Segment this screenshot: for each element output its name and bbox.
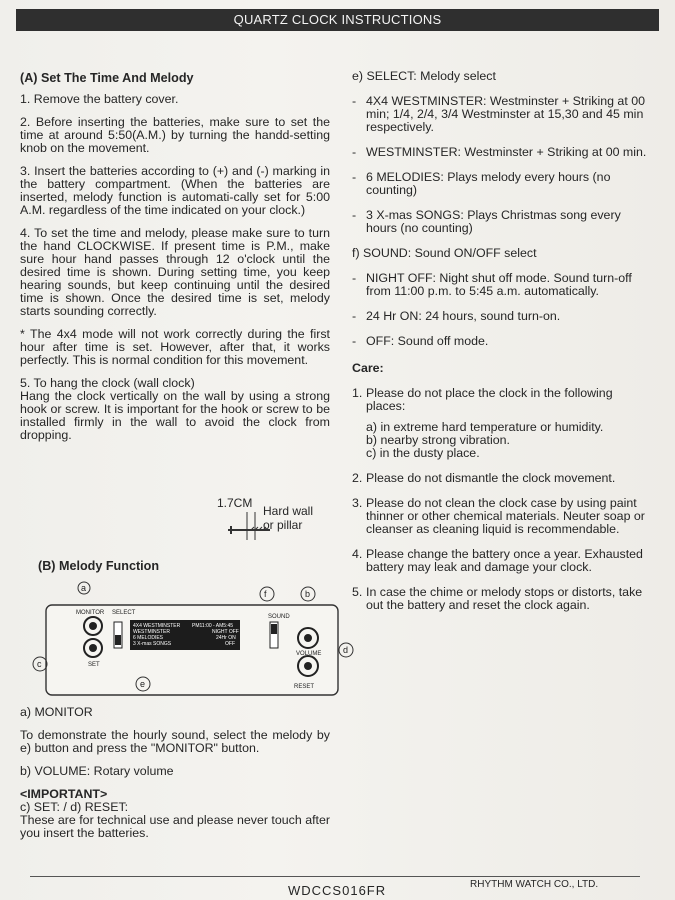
melody-option-4: 3 X-mas SONGS xyxy=(133,641,172,647)
reset-label: RESET xyxy=(294,684,315,690)
callout-f: f xyxy=(264,589,267,599)
important-title: <IMPORTANT> xyxy=(20,787,108,801)
melody-option-1: 4X4 WESTMINSTER xyxy=(133,623,181,629)
wall-label-line-1: Hard wall xyxy=(263,504,314,518)
select-title: e) SELECT: Melody select xyxy=(352,69,496,83)
sound-option-2: NIGHT OFF xyxy=(212,629,239,635)
select-label: SELECT xyxy=(112,610,136,616)
section-a-title: (A) Set The Time And Melody xyxy=(20,71,194,85)
volume-text: b) VOLUME: Rotary volume xyxy=(20,764,174,778)
note: * The 4x4 mode will not work correctly during the first hour after time is set. However, after that, it works perfectly. This is normal condition for this movement. xyxy=(20,327,330,367)
care-sub-a: a) in extreme hard temperature or humidity. xyxy=(366,420,604,434)
left-column xyxy=(20,70,330,442)
important-line: c) SET: / d) RESET: xyxy=(20,800,129,814)
step-2: 2. Before inserting the batteries, make sure to set the time at around 5:50(A.M.) by turning the handd-setting knob on the movement. xyxy=(20,115,330,155)
left-column-lower xyxy=(20,706,330,840)
list-item: - 4X4 WESTMINSTER: Westminster + Striking at 00 min; 1/4, 2/4, 3/4 Westminster at 15,30 and 45 min respectively. xyxy=(352,94,645,134)
company-name: RHYTHM WATCH CO., LTD. xyxy=(470,879,599,890)
list-item: - 6 MELODIES: Plays melody every hours (no counting) xyxy=(352,170,611,197)
care-item-4: 4. Please change the battery once a year. Exhausted battery may leak and damage your clock. xyxy=(352,547,643,574)
right-column xyxy=(352,70,654,612)
callout-b: b xyxy=(305,589,311,599)
sound-option-1: PM11:00 - AM5:45 xyxy=(192,623,234,629)
monitor-label: MONITOR xyxy=(76,610,105,616)
set-label: SET xyxy=(88,662,100,668)
callout-d: d xyxy=(343,645,349,655)
footer-divider xyxy=(30,876,640,877)
callout-c: c xyxy=(37,659,42,669)
step-5-title: 5. To hang the clock (wall clock) xyxy=(20,376,195,390)
list-item: - 3 X-mas SONGS: Plays Christmas song every hours (no counting) xyxy=(352,208,621,235)
page-title: QUARTZ CLOCK INSTRUCTIONS xyxy=(16,9,659,31)
care-item-3: 3. Please do not clean the clock case by using paint thinner or other chemical materials. Neuter soap or cleanser as cleaning liquid is recommendable. xyxy=(352,496,645,536)
care-title: Care: xyxy=(352,361,384,375)
care-sub-c: c) in the dusty place. xyxy=(366,446,480,460)
movement-diagram xyxy=(30,580,360,710)
care-sub-b: b) nearby strong vibration. xyxy=(366,433,510,447)
step-1: 1. Remove the battery cover. xyxy=(20,92,179,106)
sound-option-3: 24Hr ON xyxy=(216,635,236,641)
list-item: - WESTMINSTER: Westminster + Striking at 00 min. xyxy=(352,145,647,159)
hook-depth-label: 1.7CM xyxy=(217,496,253,510)
step-5-body: Hang the clock vertically on the wall by using a strong hook or screw. It is important for the hook or screw to be installed firmly in the wall to avoid the clock from dropping. xyxy=(20,389,330,442)
section-b-title: (B) Melody Function xyxy=(38,559,160,573)
sound-option-4: OFF xyxy=(225,641,235,647)
monitor-title: a) MONITOR xyxy=(20,705,93,719)
wall-hook-figure xyxy=(215,496,335,546)
wall-label-line-2: or pillar xyxy=(263,518,303,532)
callout-a: a xyxy=(81,583,87,593)
list-item: - NIGHT OFF: Night shut off mode. Sound turn-off from 11:00 p.m. to 5:45 a.m. automatically. xyxy=(352,271,632,298)
step-4: 4. To set the time and melody, please make sure to turn the hand CLOCKWISE. If present time is P.M., make sure hour hand passes through 12 o'clock until the desired time is shown. During setting time, you keep hearing sounds, but keep continuing until the desired time is shown. Once the desired time is set, melody starts sounding correctly. xyxy=(20,226,330,318)
sound-title: f) SOUND: Sound ON/OFF select xyxy=(352,246,537,260)
wall-label xyxy=(263,504,313,532)
callout-e: e xyxy=(140,679,146,689)
melody-option-2: WESTMINSTER xyxy=(133,629,170,635)
list-item: - 24 Hr ON: 24 hours, sound turn-on. xyxy=(352,309,561,323)
care-item-5: 5. In case the chime or melody stops or distorts, take out the battery and reset the clock again. xyxy=(352,585,643,612)
sound-label: SOUND xyxy=(268,614,290,620)
melody-option-3: 6 MELODIES xyxy=(133,635,164,641)
step-3: 3. Insert the batteries according to (+) and (-) marking in the battery compartment. (When the batteries are inserted, melody function is automati-cally set for 5:00 A.M. regardless of the time indicated on your clock.) xyxy=(20,164,330,217)
model-code: WDCCS016FR xyxy=(288,883,387,898)
care-item-1: 1. Please do not place the clock in the following places: xyxy=(352,386,613,413)
care-item-2: 2. Please do not dismantle the clock movement. xyxy=(352,471,616,485)
volume-label: VOLUME xyxy=(296,651,322,657)
important-body: These are for technical use and please never touch after you insert the batteries. xyxy=(20,813,330,840)
monitor-body: To demonstrate the hourly sound, select the melody by e) button and press the "MONITOR" button. xyxy=(20,728,330,755)
list-item: - OFF: Sound off mode. xyxy=(352,334,489,348)
